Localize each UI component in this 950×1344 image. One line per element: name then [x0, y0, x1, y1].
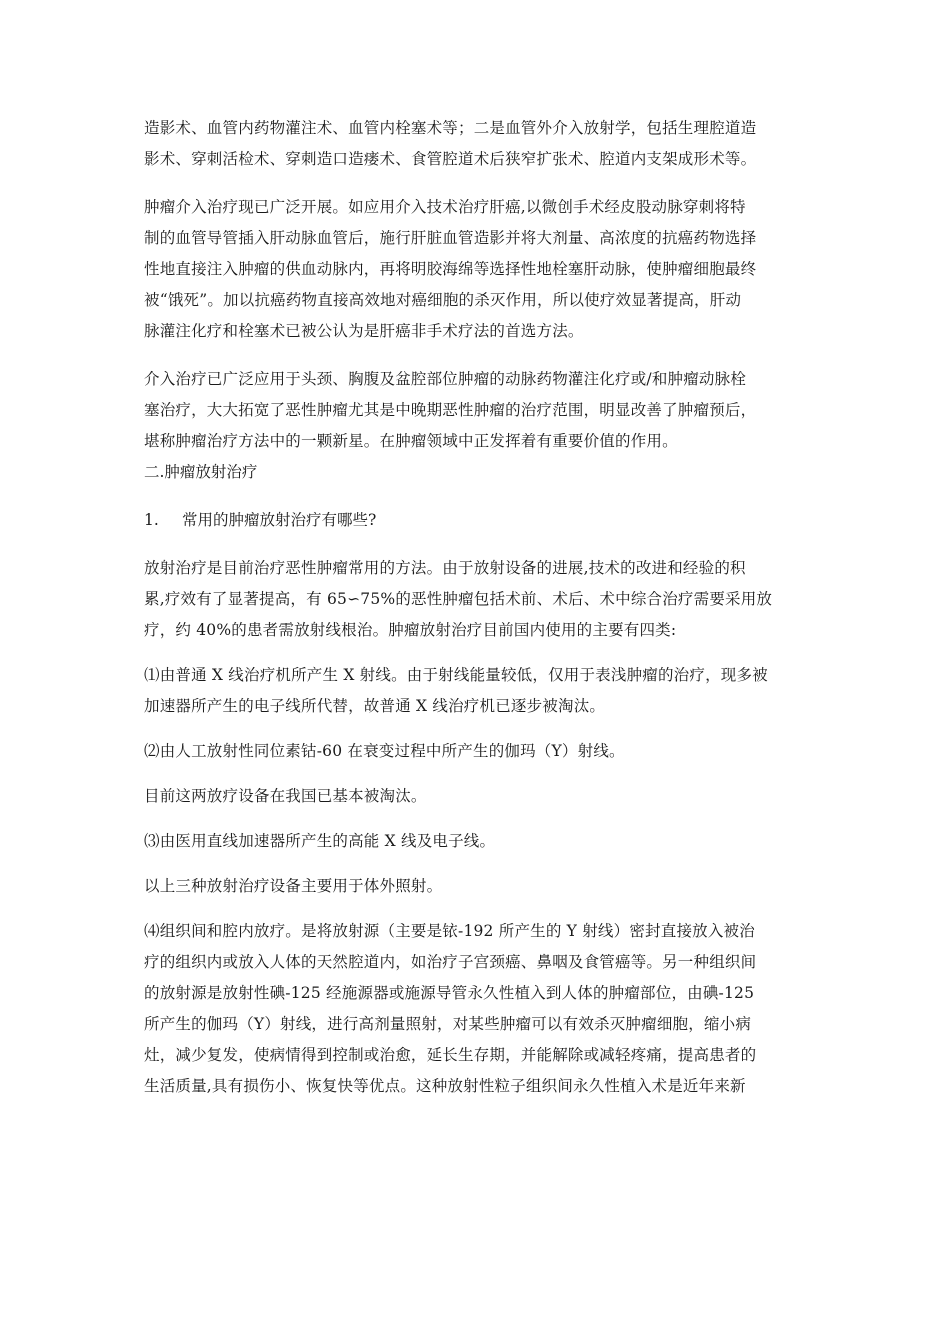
item-cobalt-60: ⑵由人工放射性同位素钴-60 在衰变过程中所产生的伽玛（Y）射线。: [144, 742, 625, 760]
text-line: 肿瘤介入治疗现已广泛开展。如应用介入技术治疗肝癌,以微创手术经皮股动脉穿刺将特: [144, 198, 746, 216]
paragraph-intervention-applications: [144, 364, 812, 457]
text-line: 影术、穿刺活检术、穿刺造口造瘘术、食管腔道术后狭窄扩张术、腔道内支架成形术等。: [144, 150, 757, 168]
item-linear-accelerator: ⑶由医用直线加速器所产生的高能 X 线及电子线。: [144, 832, 496, 850]
item-brachytherapy: [144, 916, 812, 1102]
text-line: 累,疗效有了显著提高，有 65∽75%的恶性肿瘤包括术前、术后、术中综合治疗需要采用放: [144, 590, 773, 608]
text-line: 生活质量,具有损伤小、恢复快等优点。这种放射性粒子组织间永久性植入术是近年来新: [144, 1077, 746, 1095]
paragraph-liver-cancer-intervention: [144, 192, 812, 347]
section-heading: 二.肿瘤放射治疗: [144, 463, 258, 481]
text-line: 加速器所产生的电子线所代替，故普通 X 线治疗机已逐步被淘汰。: [144, 697, 606, 715]
item-xray-machine: [144, 660, 812, 722]
note-external-irradiation: 以上三种放射治疗设备主要用于体外照射。: [144, 877, 443, 895]
text-line: 堪称肿瘤治疗方法中的一颗新星。在肿瘤领域中正发挥着有重要价值的作用。: [144, 432, 678, 450]
question-text: 常用的肿瘤放射治疗有哪些?: [182, 511, 377, 529]
text-line: 疗的组织内或放入人体的天然腔道内，如治疗子宫颈癌、鼻咽及食管癌等。另一种组织间: [144, 953, 757, 971]
text-line: 塞治疗，大大拓宽了恶性肿瘤尤其是中晚期恶性肿瘤的治疗范围，明显改善了肿瘤预后，: [144, 401, 757, 419]
text-line: 疗，约 40%的患者需放射线根治。肿瘤放射治疗目前国内使用的主要有四类:: [144, 621, 677, 639]
text-line: 造影术、血管内药物灌注术、血管内栓塞术等；二是血管外介入放射学，包括生理腔道造: [144, 119, 757, 137]
text-line: 放射治疗是目前治疗恶性肿瘤常用的方法。由于放射设备的进展,技术的改进和经验的积: [144, 559, 746, 577]
text-line: ⑴由普通 X 线治疗机所产生 X 射线。由于射线能量较低，仅用于表浅肿瘤的治疗，现多被: [144, 666, 768, 684]
document-page: [144, 113, 812, 1102]
text-line: ⑷组织间和腔内放疗。是将放射源（主要是铱-192 所产生的 Y 射线）密封直接放入被治: [144, 922, 755, 940]
question-heading: [144, 505, 812, 536]
text-line: 介入治疗已广泛应用于头颈、胸腹及盆腔部位肿瘤的动脉药物灌注化疗或/和肿瘤动脉栓: [144, 370, 747, 388]
text-line: 脉灌注化疗和栓塞术已被公认为是肝癌非手术疗法的首选方法。: [144, 322, 584, 340]
text-line: 制的血管导管插入肝动脉血管后，施行肝脏血管造影并将大剂量、高浓度的抗癌药物选择: [144, 229, 757, 247]
text-line: 性地直接注入肿瘤的供血动脉内，再将明胶海绵等选择性地栓塞肝动脉，使肿瘤细胞最终: [144, 260, 757, 278]
text-line: 所产生的伽玛（Y）射线，进行高剂量照射，对某些肿瘤可以有效杀灭肿瘤细胞，缩小病: [144, 1015, 752, 1033]
note-obsolete-devices: 目前这两放疗设备在我国已基本被淘汰。: [144, 787, 427, 805]
text-line: 的放射源是放射性碘-125 经施源器或施源导管永久性植入到人体的肿瘤部位，由碘-125: [144, 984, 755, 1002]
text-line: 被“饿死”。加以抗癌药物直接高效地对癌细胞的杀灭作用，所以使疗效显著提高，肝动: [144, 291, 742, 309]
text-line: 灶，减少复发，使病情得到控制或治愈，延长生存期，并能解除或减轻疼痛，提高患者的: [144, 1046, 757, 1064]
paragraph-vascular-interventions: [144, 113, 812, 175]
question-number: 1.: [144, 511, 159, 529]
paragraph-radiotherapy-overview: [144, 553, 812, 646]
